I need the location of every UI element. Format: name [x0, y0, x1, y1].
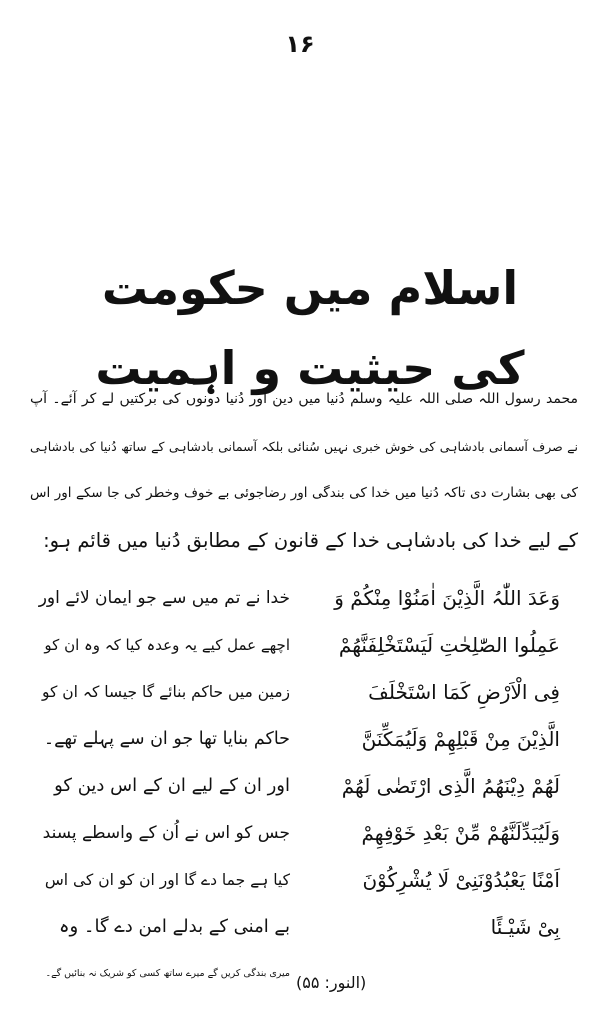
arabic-verse-line: وَلَیُبَدِّلَنَّھُمْ مِّنْ بَعْدِ خَوْفِھِمْ [361, 821, 560, 845]
page-number: ۱۶ [285, 30, 315, 58]
verse-row [20, 813, 580, 860]
arabic-verse-line: فِی الْاَرْضِ کَمَا اسْتَخْلَفَ [368, 680, 560, 704]
urdu-translation-line: زمین میں حاکم بنائے گا جیسا کہ ان کو [41, 683, 290, 701]
arabic-verse-line: بِیْ شَیْـئًا [490, 915, 560, 939]
urdu-translation-line: کیا ہے جما دے گا اور ان کو ان کی اس [44, 871, 290, 889]
chapter-title: اسلام میں حکومت کی حیثیت و اہمیت [95, 261, 525, 395]
intro-line: محمد رسول اللہ صلی اللہ علیہ وسلم دُنیا میں دین اور دُنیا دونوں کی برکتیں لے کر آئے۔ آپ [30, 391, 578, 407]
urdu-translation-line: بے امنی کے بدلے امن دے گا۔ وہ [58, 916, 290, 937]
urdu-translation-line: میری بندگی کریں گے میرے ساتھ کسی کو شریک نہ بنائیں گے۔ [45, 968, 290, 979]
intro-line: نے صرف آسمانی بادشاہی کی خوش خبری نہیں سُنائی بلکہ آسمانی بادشاہی کے ساتھ دُنیا کی بادشاہی [30, 439, 578, 454]
arabic-verse-line: لَھُمْ دِیْنَھُمُ الَّذِی ارْتَضٰی لَھُمْ [341, 774, 560, 798]
intro-line: کی بھی بشارت دی تاکہ دُنیا میں خدا کی بندگی اور رضاجوئی بے خوف وخطر کی جا سکے اور اس [30, 485, 578, 501]
verse-row [20, 860, 580, 907]
arabic-verse-line: وَعَدَ اللّٰہُ الَّذِیْنَ اٰمَنُوْا مِنْکُمْ وَ [334, 586, 560, 610]
verse-row [20, 625, 580, 672]
verse-row [20, 907, 580, 954]
urdu-translation-line: حاکم بنایا تھا جو ان سے پہلے تھے۔ [43, 729, 290, 749]
urdu-translation-line: اچھے عمل کیے یہ وعدہ کیا کہ وہ ان کو [44, 636, 290, 654]
arabic-verse-line: الَّذِیْنَ مِنْ قَبْلِھِمْ وَلَیُمَکِّنَنَّ [361, 727, 560, 751]
urdu-translation-line: جس کو اس نے اُن کے واسطے پسند [42, 823, 290, 843]
verse-row [20, 719, 580, 766]
intro-line: کے لیے خدا کی بادشاہی خدا کے قانون کے مطابق دُنیا میں قائم ہو: [43, 529, 578, 552]
quran-citation: (النور: ۵۵) [296, 973, 367, 992]
verse-translation-block [20, 578, 580, 1001]
arabic-verse-line: اَمْنًا یَعْبُدُوْنَنِیْ لَا یُشْرِکُوْنَ [362, 868, 560, 892]
arabic-verse-line: عَمِلُوا الصّٰلِحٰتِ لَیَسْتَخْلِفَنَّھُمْ [338, 633, 560, 657]
urdu-translation-line: اور ان کے لیے ان کے اس دین کو [54, 775, 290, 796]
verse-row [20, 766, 580, 813]
verse-row [20, 578, 580, 625]
urdu-translation-line: خدا نے تم میں سے جو ایمان لائے اور [38, 588, 290, 608]
verse-row [20, 672, 580, 719]
intro-paragraph [30, 376, 578, 564]
